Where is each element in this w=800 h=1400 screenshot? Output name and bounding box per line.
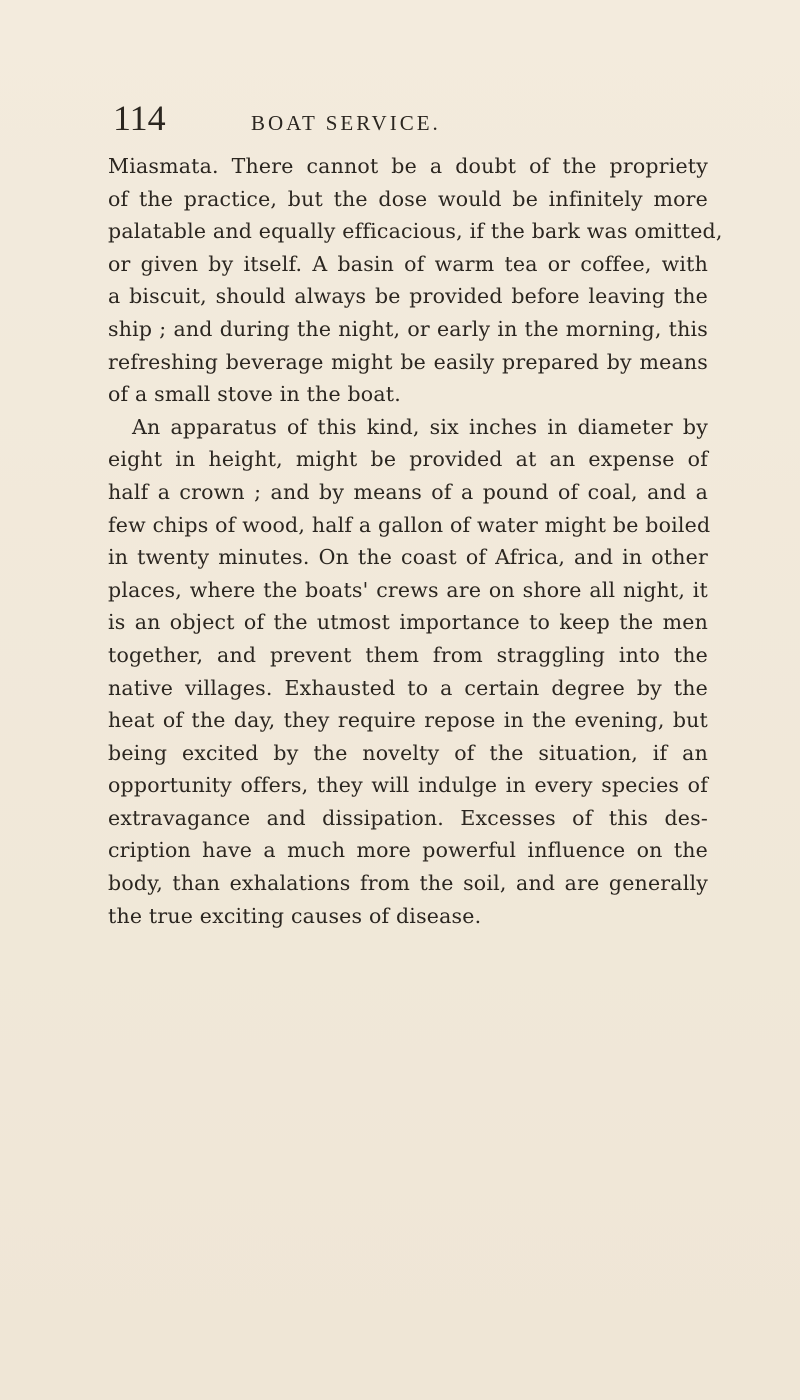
text-line: few chips of wood, half a gallon of water might be boiled [108, 512, 711, 537]
text-line: native villages. Exhausted to a certain degree by the [108, 675, 708, 700]
text-line: half a crown ; and by means of a pound of coal, and a [108, 479, 708, 504]
text-line: palatable and equally efficacious, if the bark was omitted, [108, 219, 723, 244]
text-line: heat of the day, they require repose in the evening, but [108, 708, 708, 733]
running-head [113, 98, 713, 142]
text-line: of a small stove in the boat. [108, 382, 401, 407]
body-text [108, 150, 723, 932]
page-number: 114 [113, 98, 166, 138]
text-line: body, than exhalations from the soil, and are generally [108, 871, 708, 896]
text-line: is an object of the utmost importance to keep the men [108, 610, 708, 635]
text-line: being excited by the novelty of the situation, if an [108, 740, 708, 765]
text-line: extravagance and dissipation. Excesses of this des- [108, 805, 708, 830]
text-line: together, and prevent them from straggling into the [108, 642, 708, 667]
text-line: An apparatus of this kind, six inches in diameter by [132, 414, 708, 439]
text-line: the true exciting causes of disease. [108, 903, 482, 928]
text-line: refreshing beverage might be easily prepared by means [108, 349, 708, 374]
text-line: of the practice, but the dose would be infinitely more [108, 186, 708, 211]
text-line: a biscuit, should always be provided before leaving the [108, 284, 708, 309]
text-line: ship ; and during the night, or early in the morning, this [108, 316, 708, 341]
text-line: places, where the boats' crews are on shore all night, it [108, 577, 708, 602]
text-line: in twenty minutes. On the coast of Africa, and in other [108, 545, 708, 570]
text-line: opportunity offers, they will indulge in every species of [108, 773, 708, 798]
text-line: or given by itself. A basin of warm tea or coffee, with [108, 251, 708, 276]
running-title: BOAT SERVICE. [251, 111, 441, 135]
text-line: Miasmata. There cannot be a doubt of the propriety [108, 154, 708, 178]
text-line: eight in height, might be provided at an expense of [108, 447, 708, 472]
text-line: cription have a much more powerful influence on the [108, 838, 708, 863]
